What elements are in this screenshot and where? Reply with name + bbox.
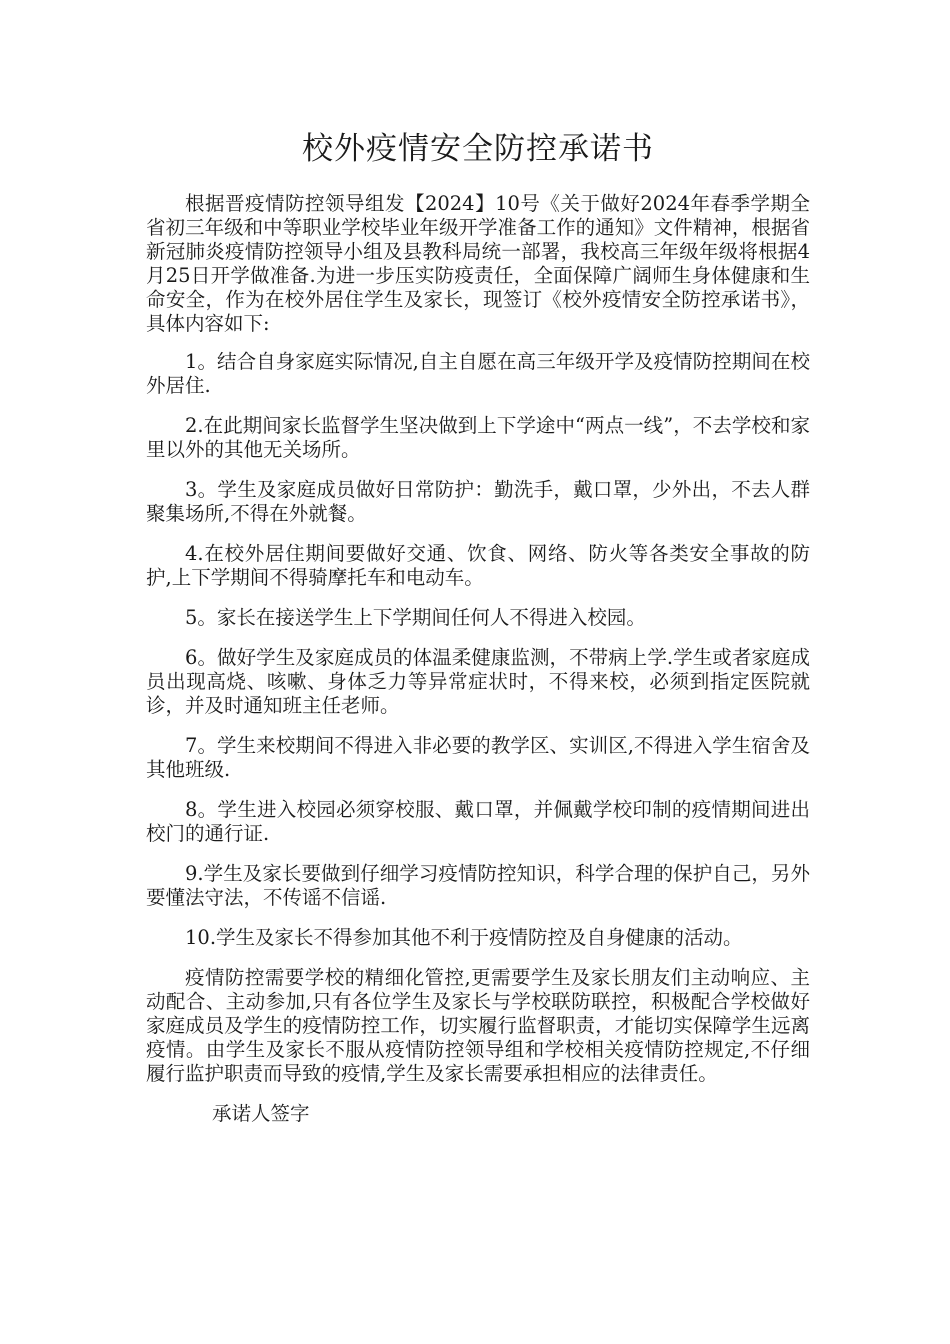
document-title: 校外疫情安全防控承诺书 — [302, 131, 654, 167]
commitment-item-2: 2.在此期间家长监督学生坚决做到上下学途中“两点一线”，不去学校和家里以外的其他无关场所。 — [146, 414, 810, 461]
signature-label: 承诺人签字 — [212, 1102, 310, 1125]
commitment-item-4: 4.在校外居住期间要做好交通、饮食、网络、防火等各类安全事故的防护,上下学期间不得骑摩托车和电动车。 — [146, 542, 810, 589]
commitment-item-1: 1。结合自身家庭实际情况,自主自愿在高三年级开学及疫情防控期间在校外居住. — [146, 350, 810, 397]
commitment-item-3: 3。学生及家庭成员做好日常防护：勤洗手，戴口罩，少外出，不去人群聚集场所,不得在外就餐。 — [146, 478, 810, 525]
commitment-item-8: 8。学生进入校园必须穿校服、戴口罩，并佩戴学校印制的疫情期间进出校门的通行证. — [146, 798, 810, 845]
closing-paragraph: 疫情防控需要学校的精细化管控,更需要学生及家长朋友们主动响应、主动配合、主动参加,只有各位学生及家长与学校联防联控，积极配合学校做好家庭成员及学生的疫情防控工作，切实履行监督职责，才能切实保障学生远离疫情。由学生及家长不服从疫情防控领导组和学校相关疫情防控规定,不仔细履行监护职责而导致的疫情,学生及家长需要承担相应的法律责任。 — [146, 966, 810, 1085]
commitment-item-10: 10.学生及家长不得参加其他不利于疫情防控及自身健康的活动。 — [185, 926, 743, 949]
commitment-item-5: 5。家长在接送学生上下学期间任何人不得进入校园。 — [185, 606, 646, 629]
commitment-item-9: 9.学生及家长要做到仔细学习疫情防控知识，科学合理的保护自己，另外要懂法守法，不传谣不信谣. — [146, 862, 810, 909]
commitment-item-7: 7。学生来校期间不得进入非必要的教学区、实训区,不得进入学生宿舍及其他班级. — [146, 734, 810, 781]
commitment-item-6: 6。做好学生及家庭成员的体温柔健康监测，不带病上学.学生或者家庭成员出现高烧、咳嗽、身体乏力等异常症状时，不得来校，必须到指定医院就诊，并及时通知班主任老师。 — [146, 646, 810, 717]
intro-paragraph: 根据晋疫情防控领导组发【2024】10号《关于做好2024年春季学期全省初三年级和中等职业学校毕业年级开学准备工作的通知》文件精神，根据省新冠肺炎疫情防控领导小组及县教科局统一部署，我校高三年级年级将根据4月25日开学做准备.为进一步压实防疫责任，全面保障广阔师生身体健康和生命安全，作为在校外居住学生及家长，现签订《校外疫情安全防控承诺书》，具体内容如下: — [146, 192, 810, 335]
document-page — [146, 126, 810, 1126]
